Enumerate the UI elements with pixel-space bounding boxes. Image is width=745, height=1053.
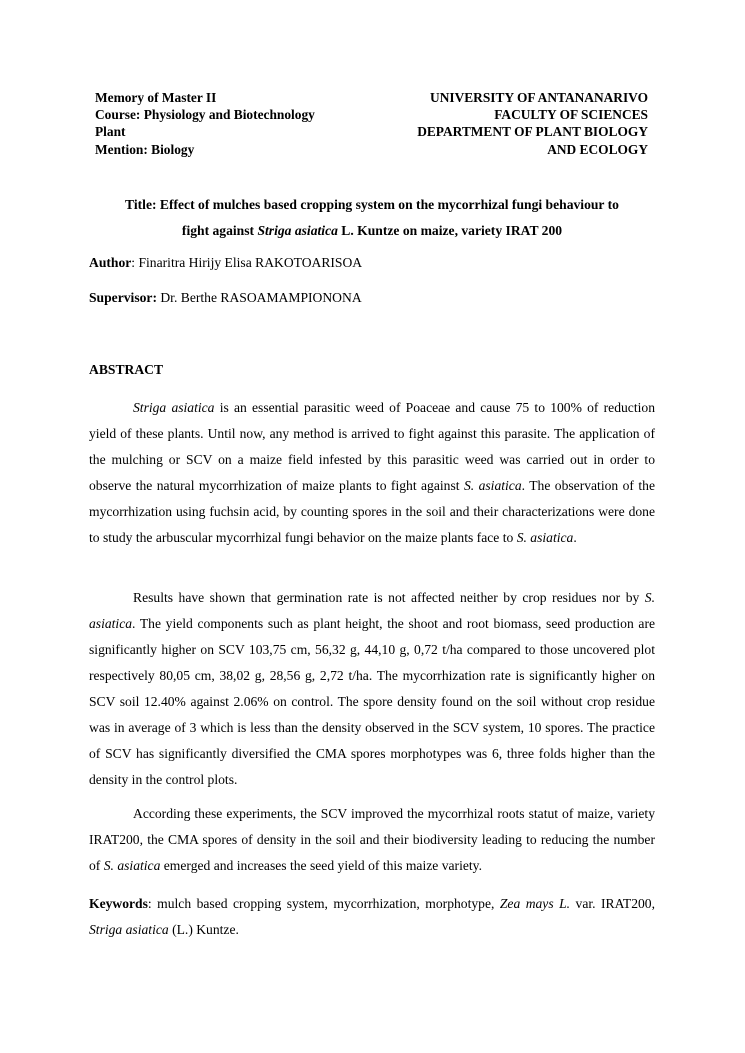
paragraph-text: is an essential parasitic weed of Poaceae and cause 75 to 100% of reduction yield of these plants. Until now, any method is arrived to fight against this parasite. The application of the mulching or SCV on a maize field infested by this parasitic weed was carried out in order to observe the natural mycorrhization of maize plants to fight against [89, 400, 655, 493]
keywords-label: Keywords [89, 896, 148, 911]
species-name: S. asiatica [516, 530, 574, 545]
supervisor-label: Supervisor: [89, 290, 157, 305]
species-name: Striga asiatica [133, 400, 215, 415]
species-name: Zea mays L. [499, 896, 571, 911]
paragraph-text: According these experiments, the SCV improved the mycorrhizal roots statut of maize, variety IRAT200, the CMA spores of density in the soil and their biodiversity leading to reducing the number of [89, 806, 655, 873]
paragraph-text: . [573, 530, 577, 545]
header-left-line: Mention: Biology [95, 141, 195, 157]
species-name: Striga asiatica [89, 922, 169, 937]
species-name: S. asiatica [103, 858, 161, 873]
abstract-heading: ABSTRACT [89, 362, 164, 377]
keywords-text: (L.) Kuntze. [168, 922, 239, 937]
abstract-paragraph-2 [89, 585, 655, 793]
title-text: L. Kuntze on maize, variety IRAT 200 [337, 223, 563, 238]
author-value: : Finaritra Hirijy Elisa RAKOTOARISOA [131, 255, 363, 270]
title-text: fight against [181, 223, 258, 238]
header-left-line: Course: Physiology and Biotechnology [95, 107, 315, 123]
header-left-block [95, 89, 365, 158]
header-right-line: UNIVERSITY OF ANTANANARIVO [430, 90, 648, 105]
paragraph-text: Results have shown that germination rate is not affected neither by crop residues nor by [133, 590, 645, 605]
keywords-paragraph [89, 891, 655, 943]
header-right-block [348, 89, 648, 158]
species-name: S. asiatica [89, 590, 655, 631]
header-right-line: AND ECOLOGY [547, 141, 648, 157]
species-name: S. asiatica [463, 478, 522, 493]
title-species-name: Striga asiatica [257, 223, 338, 238]
keywords-text: : mulch based cropping system, mycorrhization, morphotype, [147, 896, 500, 911]
header-right-line: DEPARTMENT OF PLANT BIOLOGY [417, 124, 648, 140]
paragraph-text: emerged and increases the seed yield of this maize variety. [160, 858, 482, 873]
abstract-paragraph-1 [89, 395, 655, 551]
title-line-1: Title: Effect of mulches based cropping system on the mycorrhizal fungi behaviour to [125, 197, 619, 212]
title-line-2 [89, 218, 655, 244]
paragraph-text: . The yield components such as plant height, the shoot and root biomass, seed production are significantly higher on SCV 103,75 cm, 56,32 g, 44,10 g, 0,72 t/ha compared to those uncovered plot respectively 80,05 cm, 38,02 g, 28,56 g, 2,72 t/ha. The mycorrhization rate is significantly higher on SCV soil 12.40% against 2.06% on control. The spore density found on the soil without crop residue was in average of 3 which is less than the density observed in the SCV system, 10 spores. The practice of SCV has significantly diversified the CMA spores morphotypes was 6, three folds higher than the density in the control plots. [89, 616, 655, 787]
author-line [89, 255, 362, 271]
header-right-line: FACULTY OF SCIENCES [494, 107, 648, 123]
thesis-title [89, 192, 655, 244]
keywords-text: var. IRAT200, [570, 896, 655, 911]
supervisor-value: Dr. Berthe RASOAMAMPIONONA [156, 290, 362, 305]
supervisor-line [89, 290, 362, 306]
header-left-line: Memory of Master II [95, 90, 217, 105]
header-left-line: Plant [95, 124, 126, 140]
abstract-paragraph-3 [89, 801, 655, 879]
author-label: Author [89, 255, 132, 270]
paragraph-text: . The observation of the mycorrhization using fuchsin acid, by counting spores in the soil and their characterizations were done to study the arbuscular mycorrhizal fungi behavior on the maize plants face to [89, 478, 655, 545]
